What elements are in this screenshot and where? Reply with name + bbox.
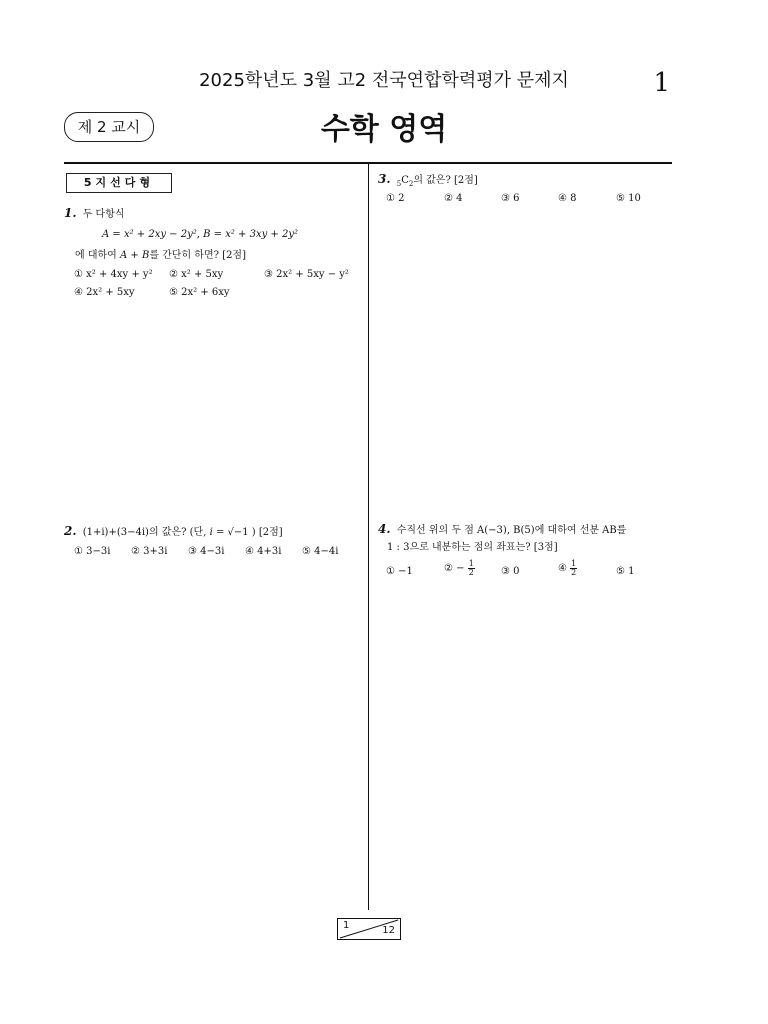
choice-5[interactable]: ⑤ 1 — [616, 566, 635, 577]
choice-3[interactable]: ③ 2x² + 5xy − y² — [264, 269, 349, 280]
combination-n: 5 — [396, 180, 402, 188]
choice-4[interactable]: ④ 4+3i — [245, 546, 282, 557]
formula-text: A = x² + 2xy − 2y², B = x² + 3xy + 2y² — [102, 229, 298, 240]
choice-4[interactable]: ④ 8 — [558, 193, 577, 204]
question-1-stem — [64, 206, 125, 222]
fraction — [468, 560, 475, 577]
fraction-numerator: 1 — [468, 559, 474, 568]
choice-1[interactable]: ① −1 — [386, 566, 413, 577]
choice-5[interactable]: ⑤ 10 — [616, 193, 641, 204]
current-page: 1 — [343, 920, 350, 931]
choice-2[interactable] — [444, 560, 475, 577]
choice-1[interactable]: ① 2 — [386, 193, 405, 204]
choice-2[interactable]: ② 3+3i — [131, 546, 168, 557]
page-indicator — [337, 918, 401, 940]
question-text: = √−1 ) [2점] — [212, 527, 283, 538]
choice-2[interactable]: ② 4 — [444, 193, 463, 204]
choice-3[interactable]: ③ 6 — [501, 193, 520, 204]
choice-3[interactable]: ③ 4−3i — [188, 546, 225, 557]
fraction — [570, 560, 577, 577]
question-variable: A + B — [120, 250, 150, 261]
exam-title: 2025학년도 3월 고2 전국연합학력평가 문제지 — [199, 70, 569, 91]
question-text: (1+i)+(3−4i)의 값은? (단, — [82, 527, 210, 538]
choice-2[interactable]: ② x² + 5xy — [169, 269, 224, 280]
question-4-stem — [378, 522, 626, 538]
question-3-stem — [378, 172, 478, 191]
question-number: 2. — [64, 524, 77, 538]
combination-symbol: C — [401, 175, 409, 186]
combination-r: 2 — [408, 180, 414, 188]
fraction-denominator: 2 — [468, 568, 474, 577]
fraction-numerator: 1 — [571, 559, 577, 568]
question-1-formula — [102, 229, 298, 240]
column-divider — [368, 164, 369, 910]
choice-5[interactable]: ⑤ 2x² + 6xy — [169, 287, 230, 298]
fraction-denominator: 2 — [571, 568, 577, 577]
choice-4[interactable] — [558, 560, 577, 577]
total-pages: 12 — [382, 925, 395, 936]
question-1-stem-2 — [75, 249, 246, 263]
choice-1[interactable]: ① x² + 4xy + y² — [74, 269, 153, 280]
question-text: 두 다항식 — [82, 209, 125, 220]
question-text: 수직선 위의 두 점 A(−3), B(5)에 대하여 선분 AB를 — [396, 525, 627, 536]
choice-5[interactable]: ⑤ 4−4i — [302, 546, 339, 557]
choice-label: ④ — [558, 563, 567, 574]
question-text: 를 간단히 하면? [2점] — [149, 250, 246, 261]
choice-label: ② − — [444, 563, 465, 574]
question-number: 4. — [378, 522, 391, 536]
question-number: 3. — [378, 172, 391, 186]
question-2-stem — [64, 524, 283, 540]
question-text: 에 대하여 — [75, 250, 120, 261]
choice-1[interactable]: ① 3−3i — [74, 546, 111, 557]
question-text: 의 값은? [2점] — [413, 175, 478, 186]
choice-3[interactable]: ③ 0 — [501, 566, 520, 577]
subject-title: 수학 영역 — [320, 112, 448, 147]
page-number: 1 — [653, 68, 670, 98]
question-number: 1. — [64, 206, 77, 220]
section-label: 5지선다형 — [66, 173, 172, 193]
question-4-stem-2: 1 : 3으로 내분하는 점의 좌표는? [3점] — [387, 542, 558, 553]
question-variable: i — [209, 527, 213, 538]
period-badge: 제 2 교시 — [64, 112, 154, 142]
choice-4[interactable]: ④ 2x² + 5xy — [74, 287, 135, 298]
